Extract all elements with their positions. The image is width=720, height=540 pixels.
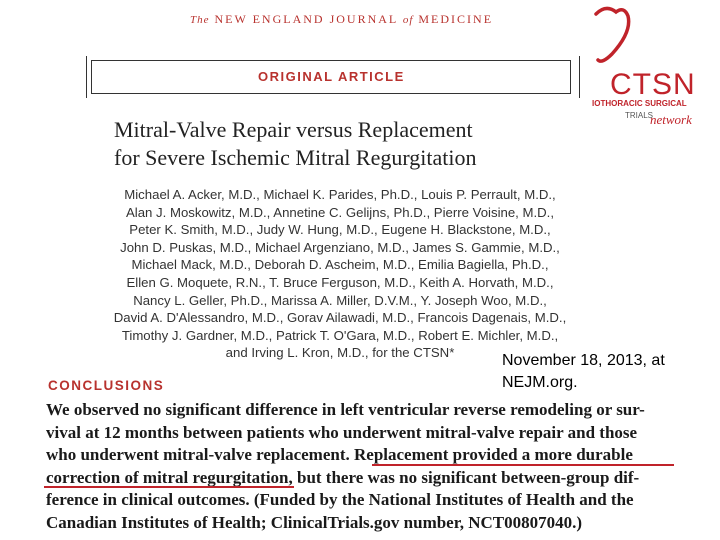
author-line: Peter K. Smith, M.D., Judy W. Hung, M.D., Eugene H. Blackstone, M.D., <box>129 222 551 238</box>
conclusion-line: ference in clinical outcomes. (Funded by the National Institutes of Health and the <box>46 490 634 509</box>
journal-prefix: The <box>190 14 210 26</box>
article-title <box>114 116 574 172</box>
logo-line-1: IOTHORACIC SURGICAL <box>592 99 687 108</box>
author-line: Michael Mack, M.D., Deborah D. Ascheim, M.D., Emilia Bagiella, Ph.D., <box>131 257 549 273</box>
logo-acronym: CTSN <box>610 68 696 101</box>
author-line: Ellen G. Moquete, R.N., T. Bruce Ferguson, M.D., Keith A. Horvath, M.D., <box>126 274 554 290</box>
author-line: Michael A. Acker, M.D., Michael K. Parides, Ph.D., Louis P. Perrault, M.D., <box>124 187 556 202</box>
conclusions-heading: CONCLUSIONS <box>48 378 165 393</box>
journal-name-of: of <box>402 14 414 26</box>
highlight-underline <box>44 486 294 488</box>
conclusion-line: who underwent mitral-valve replacement. Replacement provided a more durable <box>46 445 633 464</box>
author-line: Timothy J. Gardner, M.D., Patrick T. O'Gara, M.D., Robert E. Michler, M.D., <box>121 327 559 343</box>
author-line: David A. D'Alessandro, M.D., Gorav Ailawadi, M.D., Francois Dagenais, M.D., <box>113 310 567 326</box>
logo-line-3: network <box>650 112 692 127</box>
journal-name-part2: MEDICINE <box>418 12 494 26</box>
publication-date-note: November 18, 2013, at NEJM.org. <box>502 352 665 391</box>
title-line-2: for Severe Ischemic Mitral Regurgitation <box>114 145 477 170</box>
ctsn-logo <box>592 2 710 132</box>
author-list <box>100 186 580 362</box>
conclusion-line: Canadian Institutes of Health; ClinicalTrials.gov number, NCT00807040.) <box>46 512 583 532</box>
conclusion-line: vival at 12 months between patients who underwent mitral-valve repair and those <box>46 422 638 442</box>
conclusion-line: We observed no significant difference in left ventricular reverse remodeling or sur- <box>46 400 645 419</box>
journal-masthead <box>190 12 493 27</box>
highlight-underline <box>372 464 674 466</box>
author-line: Alan J. Moskowitz, M.D., Annetine C. Gelijns, Ph.D., Pierre Voisine, M.D., <box>125 204 554 220</box>
author-line: Nancy L. Geller, Ph.D., Marissa A. Miller, D.V.M., Y. Joseph Woo, M.D., <box>133 292 547 308</box>
author-line: John D. Puskas, M.D., Michael Argenziano, M.D., James S. Gammie, M.D., <box>120 239 560 255</box>
logo-line-2: TRIALS <box>625 111 654 120</box>
article-type-label: ORIGINAL ARTICLE <box>258 69 405 84</box>
author-line: and Irving L. Kron, M.D., for the CTSN* <box>225 345 455 361</box>
title-line-1: Mitral-Valve Repair versus Replacement <box>114 117 473 142</box>
conclusions-text <box>46 399 676 534</box>
journal-name-part1: NEW ENGLAND JOURNAL <box>214 12 398 26</box>
heart-swoosh-icon <box>596 8 629 61</box>
conclusion-line: correction of mitral regurgitation, but there was no significant between-group dif- <box>46 467 640 487</box>
